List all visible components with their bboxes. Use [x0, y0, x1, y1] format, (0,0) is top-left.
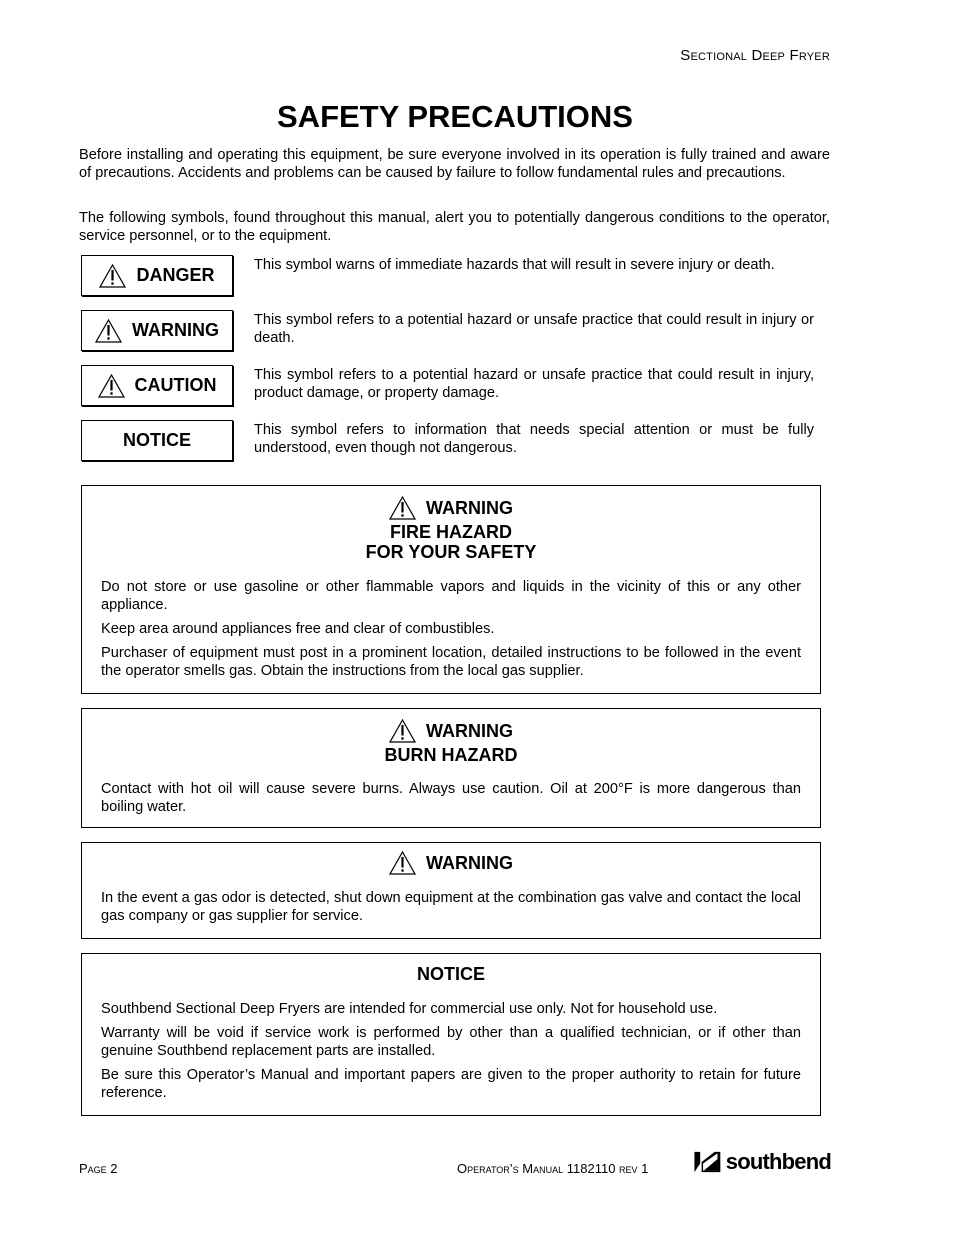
- symbol-label: CAUTION: [134, 375, 217, 395]
- warning-triangle-icon: [389, 719, 416, 743]
- symbol-row-notice: [81, 420, 830, 462]
- warning-triangle-icon: [389, 496, 416, 520]
- box-heading-label: WARNING: [426, 721, 513, 741]
- box-paragraph: Purchaser of equipment must post in a prominent location, detailed instructions to be followed in the event the operator smells gas. Obtain the instructions from the local gas supplier.: [101, 645, 801, 679]
- running-header: Sectional Deep Fryer: [680, 47, 830, 64]
- box-heading: [101, 496, 801, 562]
- box-heading: [101, 851, 801, 875]
- danger-symbol-box: [81, 255, 233, 296]
- gas-odor-warning-box: [81, 842, 821, 939]
- box-paragraph: Be sure this Operator’s Manual and important papers are given to the proper authority to retain for future reference.: [101, 1067, 801, 1101]
- box-paragraph: Warranty will be void if service work is performed by other than a qualified technician, or if other than genuine Southbend replacement parts are installed.: [101, 1025, 801, 1059]
- warning-triangle-icon: [99, 264, 126, 288]
- southbend-logo-mark-icon: [693, 1148, 722, 1176]
- symbol-row-danger: [81, 255, 830, 297]
- page-number: Page 2: [79, 1161, 118, 1176]
- intro-paragraph-2: The following symbols, found throughout this manual, alert you to potentially dangerous conditions to the operator, service personnel, or to the equipment.: [79, 210, 830, 244]
- box-paragraph: Southbend Sectional Deep Fryers are intended for commercial use only. Not for household use.: [101, 1001, 718, 1017]
- symbol-row-caution: [81, 365, 830, 407]
- notice-symbol-box: [81, 420, 233, 461]
- warning-triangle-icon: [95, 319, 122, 343]
- box-paragraph: Keep area around appliances free and clear of combustibles.: [101, 621, 495, 637]
- notice-box: [81, 953, 821, 1116]
- warning-symbol-box: [81, 310, 233, 351]
- warning-triangle-icon: [98, 374, 125, 398]
- warning-triangle-icon: [389, 851, 416, 875]
- box-paragraph: In the event a gas odor is detected, shut down equipment at the combination gas valve and contact the local gas company or gas supplier for service.: [101, 890, 801, 924]
- symbol-row-warning: [81, 310, 830, 352]
- symbol-description: This symbol refers to a potential hazard or unsafe practice that could result in injury or death.: [254, 312, 814, 346]
- box-heading-label: WARNING: [426, 498, 513, 518]
- intro-paragraph-1: Before installing and operating this equipment, be sure everyone involved in its operation is fully trained and aware of precautions. Accidents and problems can be caused by failure to follow fundamental rules and precautions.: [79, 147, 830, 181]
- box-subheading: BURN HAZARD: [384, 745, 518, 765]
- box-heading-label: WARNING: [426, 853, 513, 873]
- southbend-logo-text: southbend: [725, 1149, 831, 1174]
- symbol-description: This symbol refers to information that needs special attention or must be fully understood, even though not dangerous.: [254, 422, 814, 456]
- southbend-logo: [693, 1146, 831, 1178]
- symbol-description: This symbol refers to a potential hazard or unsafe practice that could result in injury, product damage, or property damage.: [254, 367, 814, 401]
- page-title: SAFETY PRECAUTIONS: [277, 99, 633, 134]
- burn-hazard-warning-box: [81, 708, 821, 828]
- manual-number: Operator’s Manual 1182110 rev 1: [457, 1161, 649, 1176]
- box-heading: [101, 964, 801, 984]
- box-subheading: FIRE HAZARD: [390, 522, 512, 542]
- symbol-description: This symbol warns of immediate hazards that will result in severe injury or death.: [254, 257, 775, 273]
- box-subheading: FOR YOUR SAFETY: [365, 542, 537, 562]
- symbol-label: NOTICE: [122, 430, 191, 450]
- symbol-label: DANGER: [136, 265, 215, 285]
- box-paragraph: Contact with hot oil will cause severe burns. Always use caution. Oil at 200°F is more dangerous than boiling water.: [101, 781, 801, 815]
- box-paragraph: Do not store or use gasoline or other flammable vapors and liquids in the vicinity of this or any other appliance.: [101, 579, 801, 613]
- box-heading-label: NOTICE: [416, 964, 485, 984]
- box-heading: [101, 719, 801, 765]
- fire-hazard-warning-box: [81, 485, 821, 694]
- symbol-label: WARNING: [132, 320, 219, 340]
- caution-symbol-box: [81, 365, 233, 406]
